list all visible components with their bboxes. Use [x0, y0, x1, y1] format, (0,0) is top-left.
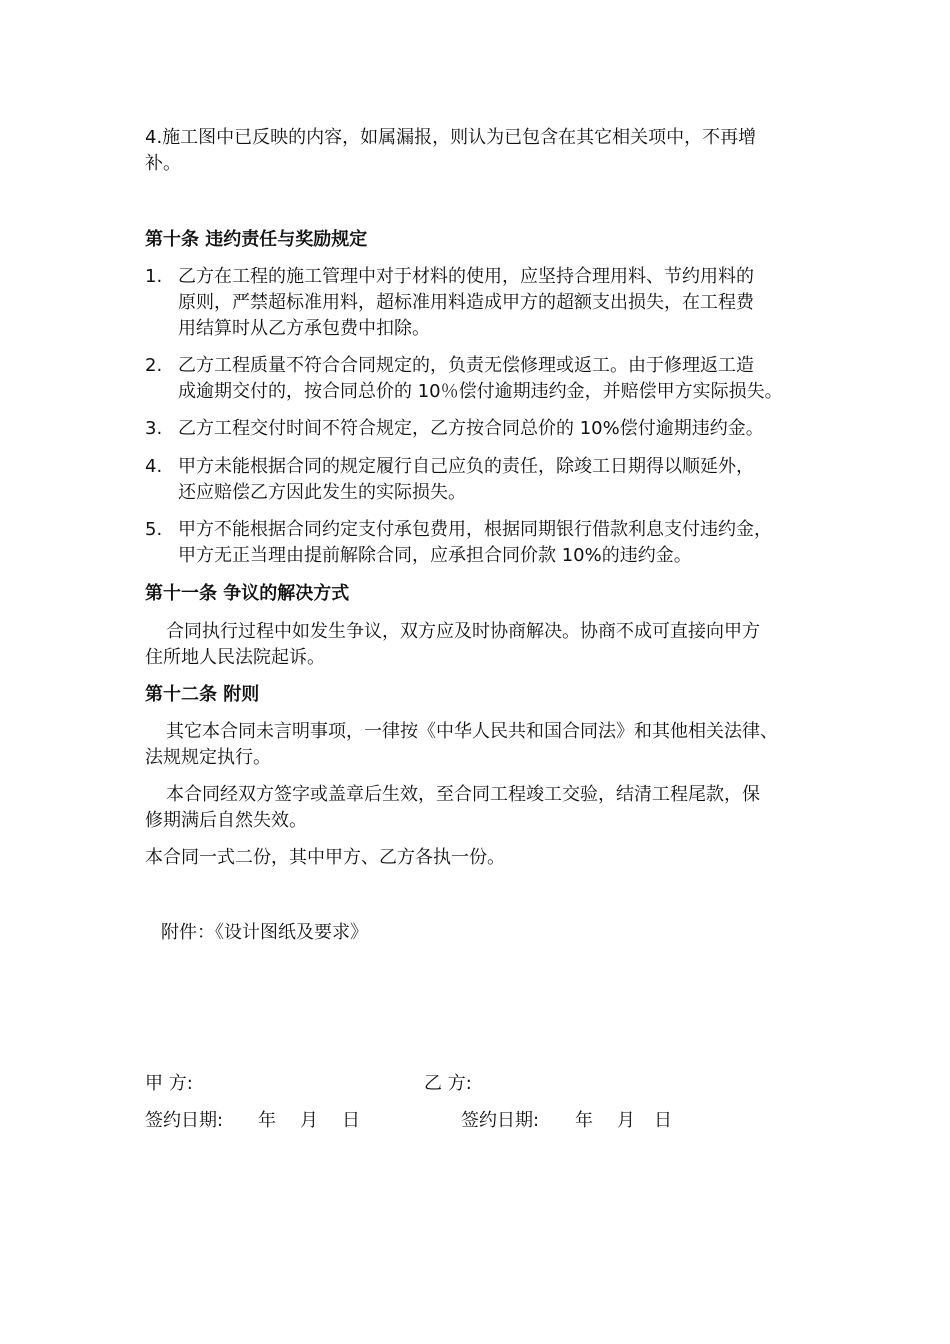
article-10-item-5-line-1: 甲方不能根据合同约定支付承包费用，根据同期银行借款利息支付违约金， [178, 519, 772, 540]
article-11-line-1: 合同执行过程中如发生争议，双方应及时协商解决。协商不成可直接向甲方 [166, 621, 760, 642]
signing-date-year-b: 年 [575, 1110, 593, 1131]
article-10-item-4-line-1: 甲方未能根据合同的规定履行自己应负的责任，除竣工日期得以顺延外， [178, 456, 754, 477]
article-10-item-1-line-3: 用结算时从乙方承包费中扣除。 [178, 318, 430, 339]
article-12-para-3: 本合同一式二份，其中甲方、乙方各执一份。 [145, 847, 505, 868]
article-10-item-4-number: 4. [145, 456, 163, 477]
signing-date-month-a: 月 [300, 1110, 318, 1131]
article-10-item-4-line-2: 还应赔偿乙方因此发生的实际损失。 [178, 482, 466, 503]
article-10-item-2-line-1: 乙方工程质量不符合合同规定的，负责无偿修理或返工。由于修理返工造 [178, 355, 754, 376]
article-10-item-1-line-2: 原则，严禁超标准用料，超标准用料造成甲方的超额支出损失，在工程费 [178, 292, 754, 313]
signing-date-day-b: 日 [654, 1110, 672, 1131]
article-11-line-2: 住所地人民法院起诉。 [145, 647, 325, 668]
intro-item-line-2: 补。 [145, 153, 181, 174]
article-10-item-3-number: 3. [145, 418, 163, 439]
attachment-note: 附件：《设计图纸及要求》 [161, 922, 368, 943]
article-12-para-2-line-2: 修期满后自然失效。 [145, 810, 307, 831]
article-12-para-2-line-1: 本合同经双方签字或盖章后生效，至合同工程竣工交验，结清工程尾款，保 [166, 784, 760, 805]
party-a-label: 甲 方: [145, 1073, 193, 1094]
article-10-heading: 第十条 违约责任与奖励规定 [145, 229, 368, 250]
article-12-para-1-line-1: 其它本合同未言明事项，一律按《中华人民共和国合同法》和其他相关法律、 [166, 721, 778, 742]
article-10-item-5-number: 5. [145, 519, 163, 540]
article-10-item-2-number: 2. [145, 355, 163, 376]
party-b-label: 乙 方: [424, 1073, 472, 1094]
article-10-item-5-line-2: 甲方无正当理由提前解除合同，应承担合同价款 10%的违约金。 [178, 545, 692, 566]
article-10-item-1-number: 1. [145, 266, 163, 287]
signing-date-label-a: 签约日期: [145, 1110, 224, 1131]
article-10-item-1-line-1: 乙方在工程的施工管理中对于材料的使用，应坚持合理用料、节约用料的 [178, 266, 754, 287]
article-11-heading: 第十一条 争议的解决方式 [145, 583, 350, 604]
article-10-item-2-line-2: 成逾期交付的，按合同总价的 10％偿付逾期违约金，并赔偿甲方实际损失。 [178, 381, 783, 402]
signing-date-month-b: 月 [617, 1110, 635, 1131]
article-12-heading: 第十二条 附则 [145, 684, 260, 705]
signing-date-day-a: 日 [342, 1110, 360, 1131]
article-10-item-3-line-1: 乙方工程交付时间不符合规定，乙方按合同总价的 10%偿付逾期违约金。 [178, 418, 764, 439]
intro-item-line-1: 4.施工图中已反映的内容，如属漏报，则认为已包含在其它相关项中，不再增 [145, 127, 757, 148]
signing-date-year-a: 年 [258, 1110, 276, 1131]
signing-date-label-b: 签约日期: [461, 1110, 540, 1131]
article-12-para-1-line-2: 法规规定执行。 [145, 747, 271, 768]
